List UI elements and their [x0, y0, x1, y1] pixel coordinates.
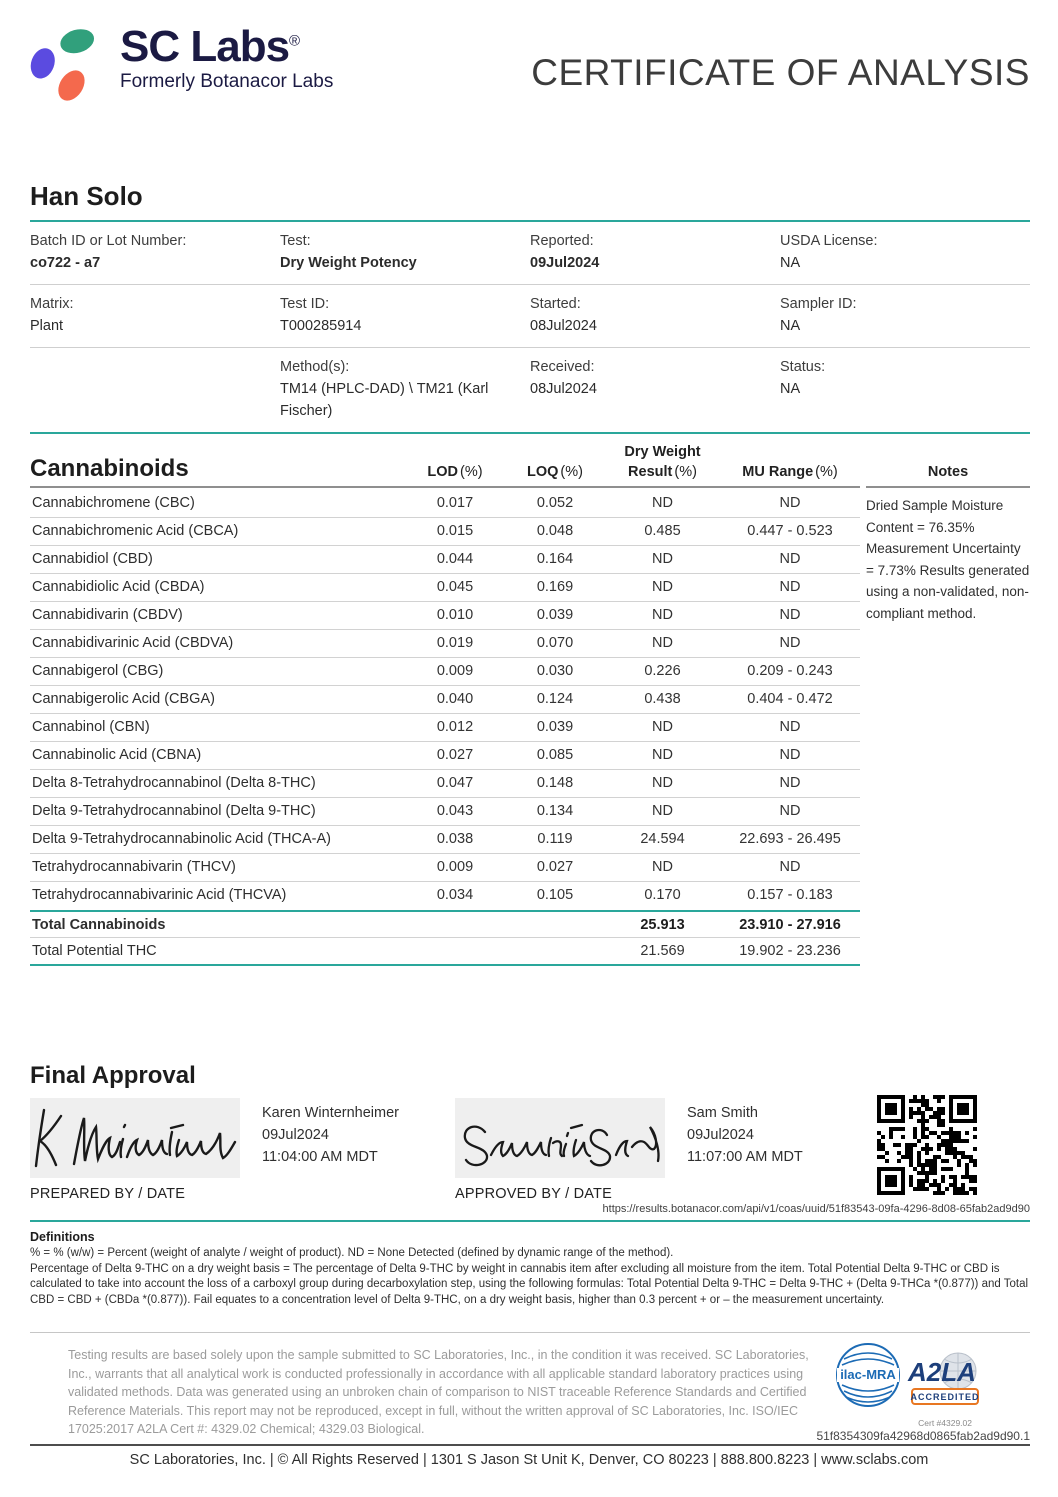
total-mu-range-value: 23.910 - 27.916: [739, 917, 841, 933]
field-value: 08Jul2024: [530, 381, 597, 397]
field-value: co722 - a7: [30, 255, 101, 271]
analyte-name: Cannabidivarinic Acid (CBDVA): [32, 635, 234, 651]
a2la-accredited-logo-icon: [906, 1351, 982, 1411]
total-mu-range-value: 19.902 - 23.236: [739, 943, 841, 959]
mu-range-value: ND: [779, 747, 801, 763]
status-field: [780, 356, 1030, 422]
loq-value: 0.119: [537, 831, 573, 847]
field-label: Started:: [530, 296, 581, 312]
result-value: ND: [652, 747, 673, 763]
column-header-loq: [505, 462, 605, 482]
analyte-name: Cannabidiol (CBD): [32, 551, 153, 567]
lod-value: 0.009: [436, 859, 474, 875]
mu-range-value: ND: [779, 635, 801, 651]
test-field: [280, 230, 530, 274]
result-value: 0.170: [644, 887, 681, 903]
header-label: LOQ: [527, 464, 559, 480]
analyte-name: Cannabigerolic Acid (CBGA): [32, 691, 215, 707]
table-row: [30, 798, 860, 826]
analyte-name: Delta 9-Tetrahydrocannabinolic Acid (THCA-A): [32, 831, 331, 847]
analyte-name: Delta 8-Tetrahydrocannabinol (Delta 8-THC): [32, 775, 316, 791]
approved-by-date: 09Jul2024: [687, 1127, 754, 1143]
coa-url-link[interactable]: https://results.botanacor.com/api/v1/coas/uuid/51f83543-09fa-4296-8d08-65fab2ad9d90: [602, 1203, 1030, 1215]
header-unit: (%): [560, 464, 583, 480]
loq-value: 0.105: [536, 887, 574, 903]
field-label: Sampler ID:: [780, 296, 857, 312]
field-label: USDA License:: [780, 233, 878, 249]
cannabinoids-table: [30, 490, 860, 966]
analyte-name: Cannabichromenic Acid (CBCA): [32, 523, 239, 539]
empty-cell: [505, 912, 605, 939]
signature-icon: [30, 1098, 240, 1178]
result-value: ND: [652, 859, 673, 875]
result-value: 0.226: [644, 663, 681, 679]
table-row: [30, 518, 860, 546]
loq-value: 0.052: [536, 495, 574, 511]
analyte-name: Cannabinol (CBN): [32, 719, 150, 735]
accredited-label: ACCREDITED: [910, 1392, 980, 1402]
mu-range-value: ND: [779, 607, 801, 623]
field-value: 09Jul2024: [530, 255, 600, 271]
analyte-name: Cannabidiolic Acid (CBDA): [32, 579, 205, 595]
loq-value: 0.164: [536, 551, 574, 567]
empty-cell: [405, 938, 505, 965]
field-value: Dry Weight Potency: [280, 255, 417, 271]
result-value: ND: [652, 607, 673, 623]
field-value: Plant: [30, 318, 64, 334]
info-row: [30, 222, 1030, 285]
result-value: 0.485: [644, 523, 681, 539]
received-field: [530, 356, 780, 422]
lod-value: 0.010: [436, 607, 474, 623]
table-row: [30, 658, 860, 686]
result-value: ND: [652, 551, 673, 567]
mu-range-value: ND: [779, 579, 801, 595]
result-value: 24.594: [640, 831, 685, 847]
field-label: Matrix:: [30, 296, 74, 312]
test-id-field: [280, 293, 530, 337]
header-label: Dry Weight: [624, 444, 701, 460]
lod-value: 0.038: [436, 831, 474, 847]
ilac-label: ilac-MRA: [840, 1367, 896, 1382]
loq-value: 0.027: [536, 859, 574, 875]
column-header-notes: Notes: [866, 440, 1030, 488]
approved-by-details: [687, 1102, 803, 1168]
notes-text: Dried Sample Moisture Content = 76.35% Measurement Uncertainty = 7.73% Results generated using a non-validated, non-compliant method.: [866, 498, 1030, 621]
empty-cell: [405, 912, 505, 939]
field-value: NA: [780, 381, 801, 397]
mu-range-value: 0.157 - 0.183: [747, 887, 833, 903]
analyte-name: Tetrahydrocannabivarinic Acid (THCVA): [32, 887, 287, 903]
field-label: Received:: [530, 359, 595, 375]
analyte-name: Tetrahydrocannabivarin (THCV): [32, 859, 236, 875]
final-approval-section: [30, 1062, 1030, 1212]
field-label: Test:: [280, 233, 311, 249]
field-value: TM14 (HPLC-DAD) \ TM21 (Karl Fischer): [280, 381, 489, 419]
info-row: [30, 348, 1030, 432]
report-hash: 51f8354309fa42968d0865fab2ad9d90.1: [816, 1429, 1030, 1443]
lod-value: 0.009: [436, 663, 474, 679]
matrix-field: [30, 293, 280, 337]
registered-mark: ®: [289, 32, 300, 50]
loq-value: 0.169: [536, 579, 574, 595]
cannabinoid-rows: [30, 490, 860, 910]
table-row: [30, 546, 860, 574]
lod-value: 0.045: [436, 579, 474, 595]
analyte-name: Delta 9-Tetrahydrocannabinol (Delta 9-THC): [32, 803, 316, 819]
result-value: ND: [652, 803, 673, 819]
field-value: 08Jul2024: [530, 318, 597, 334]
lod-value: 0.047: [436, 775, 474, 791]
mu-range-value: ND: [779, 803, 801, 819]
header-label: Result: [628, 464, 673, 480]
table-row: [30, 826, 860, 854]
ilac-mra-logo-icon: [834, 1341, 902, 1409]
loq-value: 0.039: [536, 607, 574, 623]
reported-field: [530, 230, 780, 274]
total-potential-thc-row: [30, 938, 860, 966]
prepared-by-caption: PREPARED BY / DATE: [30, 1186, 186, 1202]
analyte-name: Cannabidivarin (CBDV): [32, 607, 183, 623]
loq-value: 0.134: [536, 803, 574, 819]
prepared-signature-image: [30, 1098, 240, 1178]
loq-value: 0.030: [536, 663, 574, 679]
table-row: [30, 742, 860, 770]
lod-value: 0.027: [436, 747, 474, 763]
logo-text: [120, 24, 333, 93]
total-label: Total Potential THC: [32, 943, 157, 959]
total-result-value: 21.569: [640, 943, 685, 959]
analyte-name: Cannabigerol (CBG): [32, 663, 164, 679]
field-label: Reported:: [530, 233, 594, 249]
logo-tagline: Formerly Botanacor Labs: [120, 71, 334, 93]
approved-by-name: Sam Smith: [687, 1105, 758, 1121]
column-header-lod: [405, 462, 505, 482]
prepared-by-date: 09Jul2024: [262, 1127, 329, 1143]
result-value: ND: [652, 775, 673, 791]
table-row: [30, 630, 860, 658]
result-value: ND: [652, 719, 673, 735]
qr-code: [877, 1095, 977, 1195]
lod-value: 0.043: [436, 803, 474, 819]
brand-name: SC Labs®: [120, 22, 300, 71]
table-row: [30, 770, 860, 798]
total-result-value: 25.913: [640, 917, 685, 933]
field-value: NA: [780, 255, 801, 271]
header-label-2: [605, 462, 720, 482]
disclaimer-text: Testing results are based solely upon the sample submitted to SC Laboratories, Inc., in the condition it was received. SC Laboratories, Inc., warrants that all analytical work is conducted professionally in accordance with all applicable standard laboratory practices using validated methods. Data was generated using an unbroken chain of comparison to NIST traceable Reference Standards and Certified Reference Materials. This report may not be reproduced, except in full, without the written approval of SC Laboratories, Inc. ISO/IEC 17025:2017 A2LA Cert #: 4329.02 Chemical; 4329.03 Biological.: [68, 1348, 809, 1436]
definitions-section: [30, 1229, 1032, 1308]
field-label: Method(s):: [280, 359, 350, 375]
field-label: Status:: [780, 359, 826, 375]
result-value: 0.438: [644, 691, 681, 707]
a2la-label: A2LA: [908, 1357, 976, 1387]
total-cannabinoids-row: [30, 910, 860, 938]
mu-range-value: ND: [779, 775, 801, 791]
analyte-name: Cannabinolic Acid (CBNA): [32, 747, 202, 763]
field-label: Batch ID or Lot Number:: [30, 233, 187, 249]
definitions-body: Percentage of Delta 9-THC on a dry weight basis = The percentage of Delta 9-THC by weight in cannabis item after excluding all moisture from the item. Total Potential Delta 9-THC or CBD is calculated to take into account the loss of a carboxyl group during decarboxylation step, using the following formulas: Total Potential Delta 9-THC = Delta 9-THC + (Delta 9-THCa *(0.877)) and Total CBD = CBD + (CBDa *(0.877)). Fail equates to a concentration level of Delta 9-THC, on a dry weight basis, higher than 0.3 percent + or – the measurement uncertainty.: [30, 1262, 1029, 1306]
section-title-cannabinoids: Cannabinoids: [30, 455, 189, 482]
header-unit: (%): [460, 464, 483, 480]
loq-value: 0.148: [536, 775, 574, 791]
table-row: [30, 882, 860, 910]
mu-range-value: ND: [779, 551, 801, 567]
field-label: Test ID:: [280, 296, 330, 312]
info-row: [30, 285, 1030, 348]
sample-name: Han Solo: [30, 181, 143, 211]
sample-info-table: [30, 220, 1030, 434]
prepared-by-name: Karen Winternheimer: [262, 1105, 399, 1121]
loq-value: 0.048: [536, 523, 574, 539]
empty-cell: [30, 356, 280, 422]
mu-range-value: 0.404 - 0.472: [747, 691, 833, 707]
table-row: [30, 602, 860, 630]
footer-contact-line[interactable]: SC Laboratories, Inc. | © All Rights Reserved | 1301 S Jason St Unit K, Denver, CO 80223 | 888.800.8223 | www.sclabs.com: [129, 1452, 929, 1468]
signature-icon: [455, 1098, 665, 1178]
mu-range-value: ND: [779, 495, 801, 511]
loq-value: 0.039: [536, 719, 574, 735]
logo-dots-icon: [28, 24, 110, 106]
methods-field: [280, 356, 530, 422]
result-value: ND: [652, 635, 673, 651]
prepared-by-time: 11:04:00 AM MDT: [262, 1149, 378, 1165]
result-value: ND: [652, 579, 673, 595]
divider: [30, 1444, 1030, 1446]
column-header-dry-weight-result: [605, 442, 720, 482]
mu-range-value: ND: [779, 719, 801, 735]
disclaimer-section: [30, 1332, 1030, 1443]
mu-range-value: 0.209 - 0.243: [747, 663, 833, 679]
header-label: LOD: [427, 464, 459, 480]
page-title: CERTIFICATE OF ANALYSIS: [531, 52, 1030, 93]
definitions-title: Definitions: [30, 1230, 95, 1244]
mu-range-value: 0.447 - 0.523: [747, 523, 833, 539]
lod-value: 0.034: [436, 887, 474, 903]
header-label: MU Range: [742, 464, 814, 480]
field-value: NA: [780, 318, 801, 334]
lod-value: 0.015: [436, 523, 474, 539]
lod-value: 0.019: [436, 635, 474, 651]
lod-value: 0.044: [436, 551, 474, 567]
batch-id-field: [30, 230, 280, 274]
mu-range-value: 22.693 - 26.495: [739, 831, 841, 847]
column-header-mu-range: [720, 462, 860, 482]
table-row: [30, 574, 860, 602]
analyte-name: Cannabichromene (CBC): [32, 495, 195, 511]
usda-license-field: [780, 230, 1030, 274]
definitions-line1: % = % (w/w) = Percent (weight of analyte / weight of product). ND = None Detected (defined by dynamic range of the method).: [30, 1247, 674, 1259]
header-unit: (%): [815, 464, 838, 480]
total-label: Total Cannabinoids: [32, 917, 166, 933]
table-row: [30, 490, 860, 518]
section-title-final-approval: Final Approval: [30, 1062, 196, 1089]
cert-number: Cert #4329.02: [918, 1418, 972, 1428]
started-field: [530, 293, 780, 337]
cannabinoids-table-header: [30, 440, 860, 488]
approved-by-time: 11:07:00 AM MDT: [687, 1149, 803, 1165]
mu-range-value: ND: [779, 859, 801, 875]
loq-value: 0.070: [536, 635, 574, 651]
prepared-by-details: [262, 1102, 399, 1168]
header-unit: (%): [674, 464, 697, 480]
sampler-id-field: [780, 293, 1030, 337]
field-value: T000285914: [280, 318, 362, 334]
lod-value: 0.012: [436, 719, 474, 735]
table-row: [30, 854, 860, 882]
table-row: [30, 714, 860, 742]
loq-value: 0.124: [536, 691, 574, 707]
empty-cell: [505, 938, 605, 965]
table-row: [30, 686, 860, 714]
divider: [30, 1220, 1030, 1222]
lod-value: 0.040: [436, 691, 474, 707]
loq-value: 0.085: [536, 747, 574, 763]
approved-by-caption: APPROVED BY / DATE: [455, 1186, 612, 1202]
result-value: ND: [652, 495, 673, 511]
approved-signature-image: [455, 1098, 665, 1178]
sc-labs-logo: [28, 24, 333, 106]
lod-value: 0.017: [436, 495, 474, 511]
